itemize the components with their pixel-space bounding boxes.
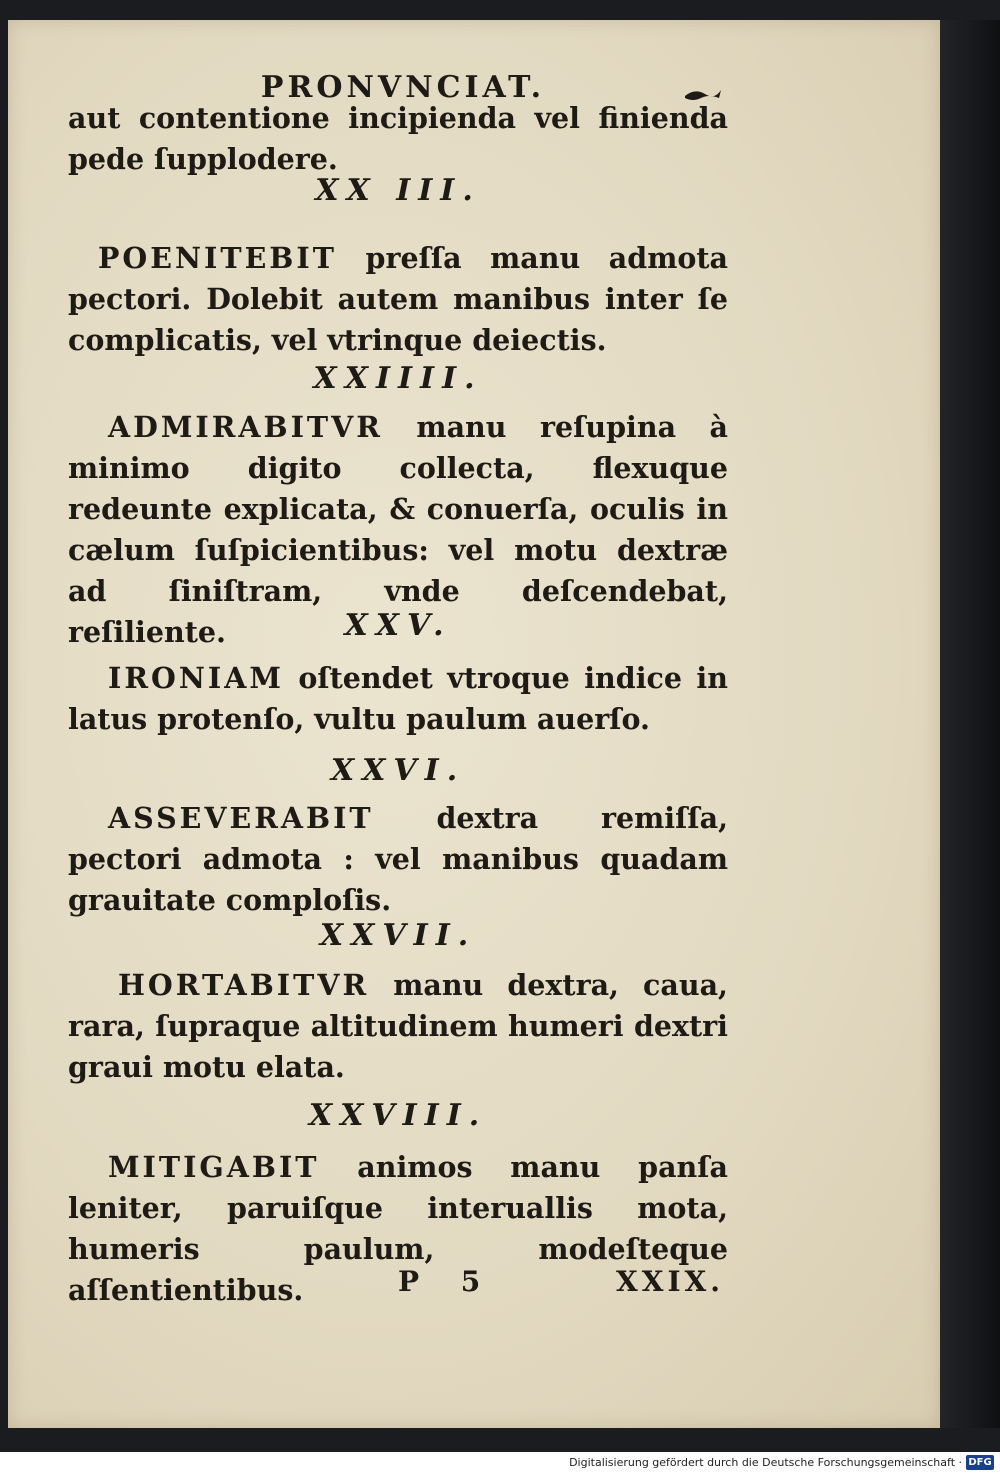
lead-word: POENITEBIT [98,241,337,275]
lead-word: ASSEVERABIT [108,801,374,835]
digitization-credit [0,1452,1000,1475]
paragraph: POENITEBIT preſſa manu admota pectori. Dolebit autem manibus inter ſe complicatis, vel vtrinque deiectis. [68,241,728,357]
signature-mark: P 5 [398,1265,497,1298]
catchword: XXIX. [616,1265,725,1298]
lead-word: HORTABITVR [118,968,370,1002]
book-edge [940,20,1000,1428]
paragraph: ASSEVERABIT dextra remiſſa, pectori admota : vel manibus quadam grauitate comploſis. [68,801,728,917]
section-numeral: XXIIII. [313,361,483,396]
paragraph: IRONIAM oſtendet vtroque indice in latus protenſo, vultu paulum auerſo. [68,661,728,736]
lead-word: IRONIAM [108,661,284,695]
paragraph: ADMIRABITVR manu reſupina à minimo digito collecta, flexuque redeunte explicata, & conuerſa, oculis in cælum ſuſpicientibus: vel motu dextræ ad ſiniſtram, vnde deſcendebat, reſiliente. [68,410,728,649]
section-numeral: XXVIII. [308,1098,488,1133]
paragraph: MITIGABIT animos manu panſa leniter, paruiſque interuallis mota, humeris paulum, modeſteque aſſentientibus. [68,1150,728,1307]
section-numeral: XXVI. [330,753,466,788]
section-numeral: XX III. [315,173,481,208]
paragraph: HORTABITVR manu dextra, caua, rara, ſupraque altitudinem humeri dextri graui motu elata. [68,968,728,1084]
section-numeral: XXV. [344,608,452,643]
dfg-logo-icon: DFG [966,1455,994,1470]
lead-word: MITIGABIT [108,1150,320,1184]
running-head: PRONVNCIAT. [260,70,546,105]
paragraph-continuation: aut contentione incipienda vel finienda pede ſupplodere. [68,101,728,176]
credit-text: Digitalisierung gefördert durch die Deutsche Forschungsgemeinschaft · [569,1456,962,1469]
lead-word: ADMIRABITVR [108,410,383,444]
section-numeral: XXVII. [319,918,477,953]
book-page [8,20,940,1428]
